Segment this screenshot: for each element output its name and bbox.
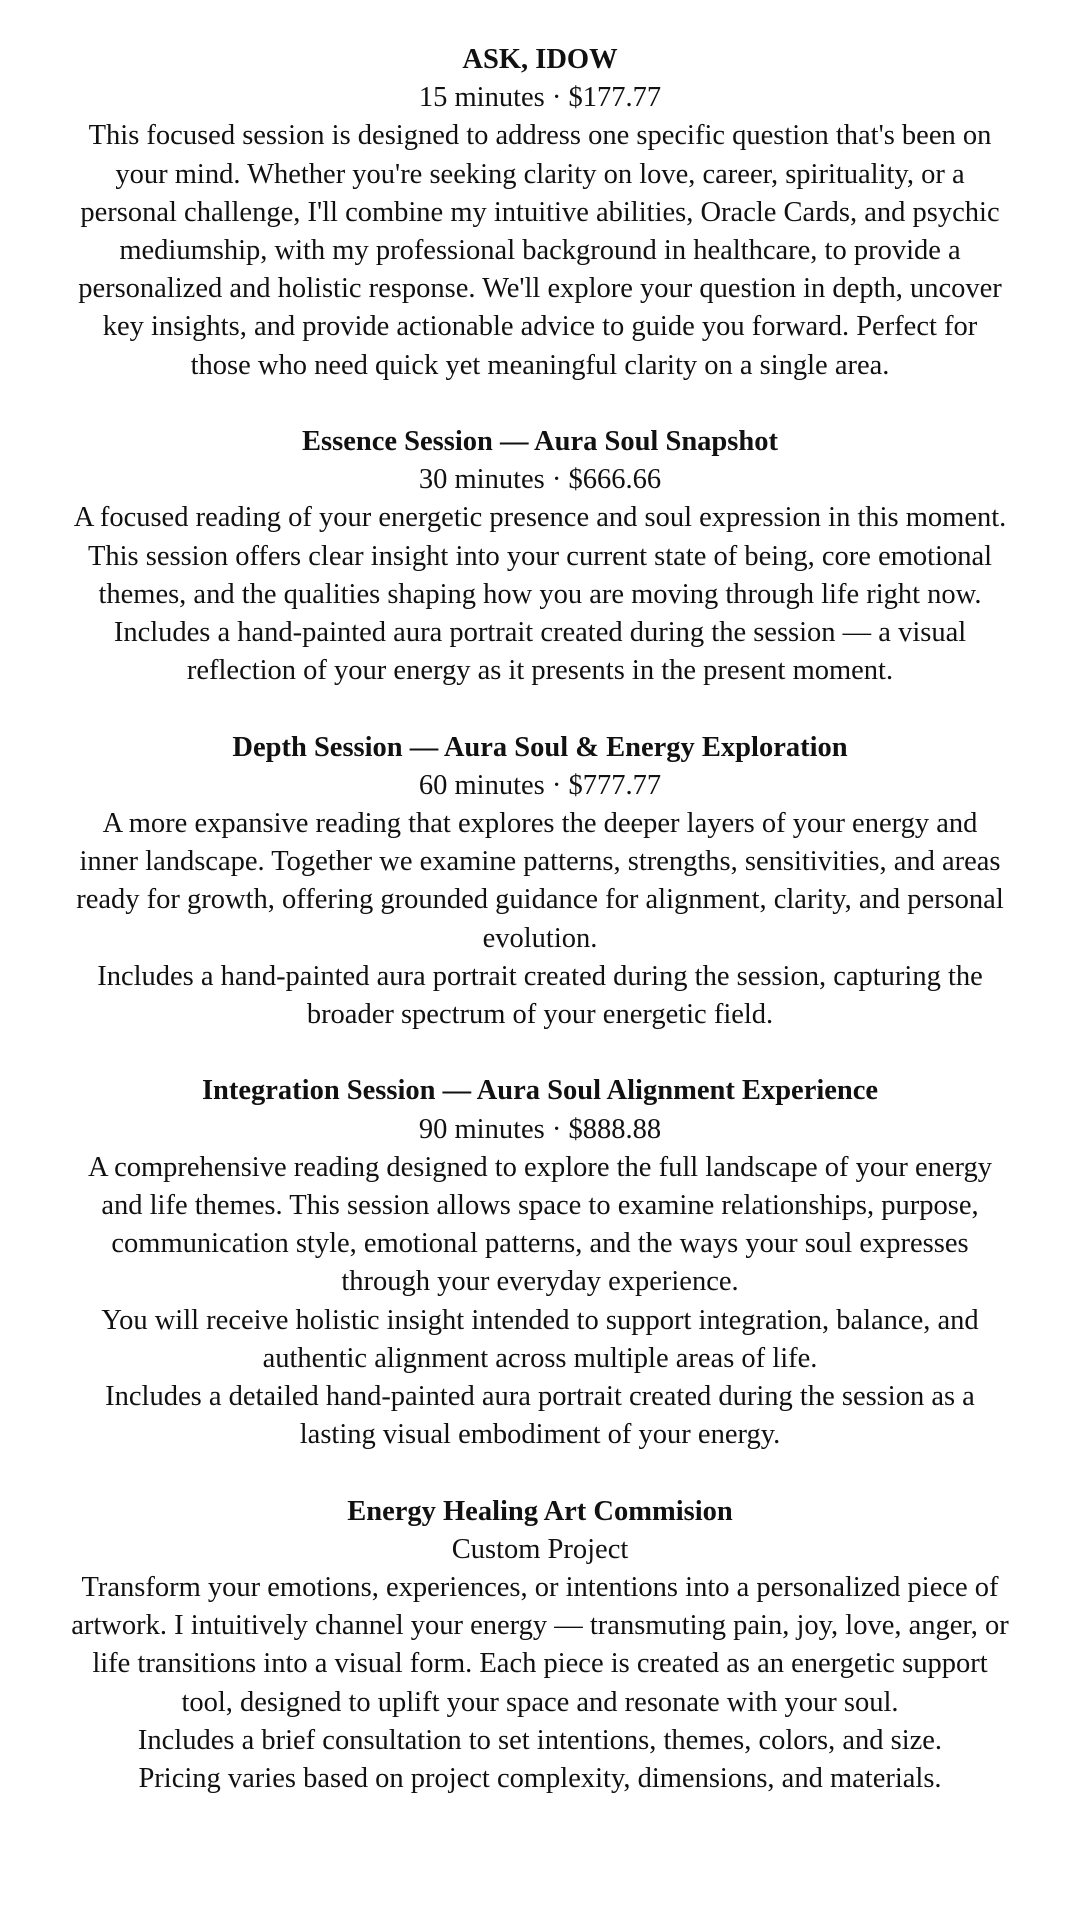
service-title: Integration Session — Aura Soul Alignment Experience bbox=[201, 1075, 879, 1107]
service-integration-session bbox=[70, 1072, 1010, 1454]
service-includes: Includes a hand-painted aura portrait created during the session, capturing the broader spectrum of your energetic field. bbox=[97, 960, 983, 1031]
service-duration-price: Custom Project bbox=[451, 1533, 629, 1565]
service-duration-price: 15 minutes · $177.77 bbox=[418, 82, 662, 114]
service-description: A focused reading of your energetic presence and soul expression in this moment. This session offers clear insight into your current state of being, core emotional themes, and the qualities shaping how you are moving through life right now. bbox=[73, 502, 1007, 610]
service-title: Essence Session — Aura Soul Snapshot bbox=[302, 426, 778, 458]
service-duration-price: 90 minutes · $888.88 bbox=[418, 1113, 662, 1145]
service-ask-idow bbox=[70, 41, 1010, 385]
service-description: This focused session is designed to address one specific question that's been on your mind. Whether you're seeking clarity on love, career, spirituality, or a personal challenge, I'll combine my intuitive abilities, Oracle Cards, and psychic mediumship, with my professional background in healthcare, to provide a personalized and holistic response. We'll explore your question in depth, uncover key insights, and provide actionable advice to guide you forward. Perfect for those who need quick yet meaningful clarity on a single area. bbox=[78, 120, 1002, 381]
service-description: A more expansive reading that explores the deeper layers of your energy and inner landscape. Together we examine patterns, strengths, sensitivities, and areas ready for growth, offering grounded guidance for alignment, clarity, and personal evolution. bbox=[76, 808, 1004, 954]
service-title: ASK, IDOW bbox=[462, 44, 618, 75]
service-depth-session bbox=[70, 729, 1010, 1035]
service-includes: Includes a brief consultation to set intentions, themes, colors, and size. bbox=[137, 1724, 943, 1756]
service-includes: Includes a hand-painted aura portrait created during the session — a visual reflection of your energy as it presents in the present moment. bbox=[113, 617, 967, 687]
service-pricing-note: Pricing varies based on project complexity, dimensions, and materials. bbox=[138, 1763, 942, 1795]
service-title: Energy Healing Art Commision bbox=[347, 1495, 733, 1527]
service-title: Depth Session — Aura Soul & Energy Exploration bbox=[232, 731, 848, 763]
service-duration-price: 60 minutes · $777.77 bbox=[418, 769, 662, 801]
service-description: A comprehensive reading designed to explore the full landscape of your energy and life themes. This session allows space to examine relationships, purpose, communication style, emotional patterns, and the ways your soul expresses through your everyday experience. bbox=[87, 1151, 993, 1298]
service-essence-session bbox=[70, 423, 1010, 690]
service-insight: You will receive holistic insight intended to support integration, balance, and authentic alignment across multiple areas of life. bbox=[101, 1304, 979, 1374]
service-description: Transform your emotions, experiences, or intentions into a personalized piece of artwork. I intuitively channel your energy — transmuting pain, joy, love, anger, or life transitions into a visual form. Each piece is created as an energetic support tool, designed to uplift your space and resonate with your soul. bbox=[71, 1572, 1009, 1718]
service-duration-price: 30 minutes · $666.66 bbox=[418, 464, 662, 496]
services-page bbox=[70, 0, 1010, 1798]
service-art-commission bbox=[70, 1493, 1010, 1799]
service-includes: Includes a detailed hand-painted aura portrait created during the session as a lasting visual embodiment of your energy. bbox=[105, 1381, 975, 1451]
